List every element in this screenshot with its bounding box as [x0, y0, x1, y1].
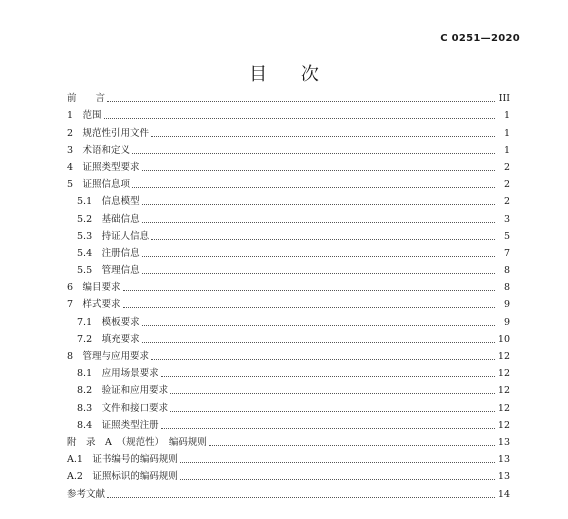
dot-leader — [142, 204, 495, 205]
toc-entry[interactable] — [67, 329, 510, 346]
standard-code: C 0251—2020 — [440, 33, 520, 44]
toc-entry-page-number: 13 — [497, 454, 510, 466]
toc-entry-label: 7 样式要求 — [67, 299, 121, 311]
toc-entry[interactable] — [67, 226, 510, 243]
toc-entry-page-number: 2 — [503, 161, 510, 173]
toc-entry-page-number: 9 — [503, 316, 510, 328]
toc-entry-page-number: 12 — [497, 402, 510, 414]
toc-entry-page-number: 2 — [503, 196, 510, 208]
dot-leader — [142, 342, 495, 343]
toc-entry[interactable] — [67, 363, 510, 380]
toc-entry-label: 8 管理与应用要求 — [67, 351, 150, 362]
dot-leader — [180, 462, 495, 463]
dot-leader — [151, 359, 495, 360]
toc-entry-page-number: 9 — [503, 299, 510, 311]
toc-entry-label: 8.2 验证和应用要求 — [77, 385, 169, 397]
toc-entry[interactable] — [67, 157, 510, 174]
toc-entry-label: 8.3 文件和接口要求 — [77, 402, 169, 414]
toc-entry-label: 5.5 管理信息 — [77, 265, 140, 277]
dot-leader — [142, 256, 495, 257]
dot-leader — [161, 428, 495, 429]
toc-entry-label: 8.1 应用场景要求 — [77, 368, 159, 380]
toc-entry-label: A.2 证照标识的编码规则 — [67, 471, 178, 483]
toc-entry[interactable] — [67, 397, 510, 414]
dot-leader — [107, 497, 495, 498]
toc-entry[interactable] — [67, 466, 510, 483]
toc-entry-page-number: 1 — [503, 110, 510, 122]
toc-entry-label: 8.4 证照类型注册 — [77, 419, 159, 431]
toc-entry-label: 前 言 — [67, 93, 106, 105]
toc-entry-label: 5.1 信息模型 — [77, 196, 140, 208]
toc-entry-page-number: 12 — [497, 351, 510, 362]
toc-entry-label: 3 术语和定义 — [67, 144, 131, 156]
toc-entry[interactable] — [67, 260, 510, 277]
toc-entry[interactable] — [67, 449, 510, 466]
toc-entry[interactable] — [67, 380, 510, 397]
toc-entry-page-number: 12 — [497, 385, 510, 397]
dot-leader — [151, 136, 495, 137]
toc-entry-label: 7.1 模板要求 — [77, 316, 140, 328]
toc-entry-page-number: 12 — [497, 419, 510, 431]
toc-entry-label: 参考文献 — [67, 488, 106, 500]
toc-entry-page-number: 5 — [503, 230, 510, 242]
toc-entry-page-number: 10 — [497, 333, 510, 345]
toc-entry[interactable] — [67, 122, 510, 139]
dot-leader — [132, 153, 495, 154]
toc-entry[interactable] — [67, 191, 510, 208]
toc-entry-label: 7.2 填充要求 — [77, 333, 140, 345]
toc-entry-page-number: 13 — [497, 471, 510, 483]
toc-entry-label: 5.4 注册信息 — [77, 247, 140, 259]
dot-leader — [151, 239, 495, 240]
toc-entry-page-number: 12 — [497, 368, 510, 380]
dot-leader — [170, 411, 495, 412]
dot-leader — [180, 479, 495, 480]
dot-leader — [209, 445, 495, 446]
toc-entry[interactable] — [67, 105, 510, 122]
toc-entry[interactable] — [67, 208, 510, 225]
toc-entry[interactable] — [67, 140, 510, 157]
toc-entry-label: 1 范围 — [67, 110, 102, 122]
table-of-contents — [67, 88, 510, 501]
dot-leader — [142, 273, 495, 274]
toc-entry-page-number: 1 — [503, 144, 510, 156]
dot-leader — [123, 290, 495, 291]
dot-leader — [170, 393, 495, 394]
toc-entry-label: A.1 证书编号的编码规则 — [67, 454, 178, 466]
toc-entry-label: 5 证照信息项 — [67, 179, 131, 191]
toc-entry-label: 6 编目要求 — [67, 282, 121, 294]
toc-entry-label: 5.3 持证人信息 — [77, 230, 150, 242]
toc-entry[interactable] — [67, 483, 510, 500]
dot-leader — [123, 307, 495, 308]
toc-entry[interactable] — [67, 311, 510, 328]
dot-leader — [142, 222, 495, 223]
toc-entry-label: 4 证照类型要求 — [67, 161, 140, 173]
toc-entry-page-number: 3 — [503, 213, 510, 225]
toc-entry-page-number: 1 — [503, 127, 510, 139]
toc-entry[interactable] — [67, 415, 510, 432]
toc-entry[interactable] — [67, 243, 510, 260]
dot-leader — [132, 187, 495, 188]
toc-entry-page-number: 14 — [497, 488, 510, 500]
toc-entry[interactable] — [67, 88, 510, 105]
toc-entry[interactable] — [67, 294, 510, 311]
dot-leader — [104, 118, 495, 119]
toc-entry-page-number: III — [498, 93, 510, 105]
toc-entry-page-number: 13 — [497, 436, 510, 448]
page-title: 目 次 — [249, 64, 333, 85]
toc-entry-label: 2 规范性引用文件 — [67, 127, 150, 139]
dot-leader — [142, 170, 495, 171]
toc-entry[interactable] — [67, 277, 510, 294]
toc-entry[interactable] — [67, 432, 510, 449]
toc-entry-page-number: 8 — [503, 282, 510, 294]
toc-entry-page-number: 2 — [503, 179, 510, 191]
toc-entry-label: 5.2 基础信息 — [77, 213, 140, 225]
toc-entry[interactable] — [67, 346, 510, 363]
dot-leader — [142, 325, 495, 326]
dot-leader — [161, 376, 495, 377]
toc-entry[interactable] — [67, 174, 510, 191]
dot-leader — [107, 101, 495, 102]
toc-entry-page-number: 7 — [503, 247, 510, 259]
toc-entry-page-number: 8 — [503, 265, 510, 277]
toc-entry-label: 附 录 A （规范性） 编码规则 — [67, 436, 207, 448]
